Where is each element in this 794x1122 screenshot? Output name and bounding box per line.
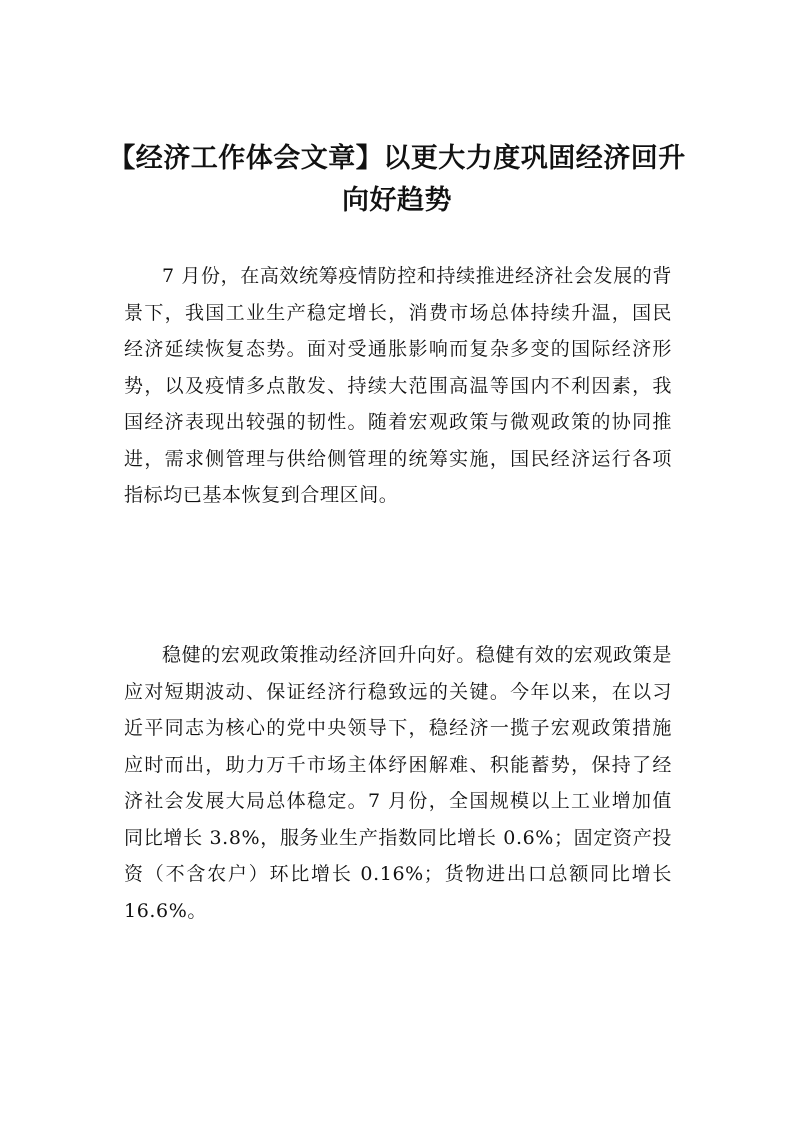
paragraph-1: 7 月份，在高效统筹疫情防控和持续推进经济社会发展的背景下，我国工业生产稳定增长，消费市场总体持续升温，国民经济延续恢复态势。面对受通胀影响而复杂多变的国际经济形势，以及疫情多点散发、持续大范围高温等国内不利因素，我国经济表现出较强的韧性。随着宏观政策与微观政策的协同推进，需求侧管理与供给侧管理的统筹实施，国民经济运行各项指标均已基本恢复到合理区间。 [124, 265, 672, 506]
paragraph-2: 稳健的宏观政策推动经济回升向好。稳健有效的宏观政策是应对短期波动、保证经济行稳致远的关键。今年以来，在以习近平同志为核心的党中央领导下，稳经济一揽子宏观政策措施应时而出，助力万千市场主体纾困解难、积能蓄势，保持了经济社会发展大局总体稳定。7 月份，全国规模以上工业增加值同比增长 3.8%，服务业生产指数同比增长 0.6%；固定资产投资（不含农户）环比增长 0.16%；货物进出口总额同比增长 16.6%。 [124, 644, 672, 922]
document-title: 【经济工作体会文章】以更大力度巩固经济回升向好趋势 [108, 143, 686, 216]
